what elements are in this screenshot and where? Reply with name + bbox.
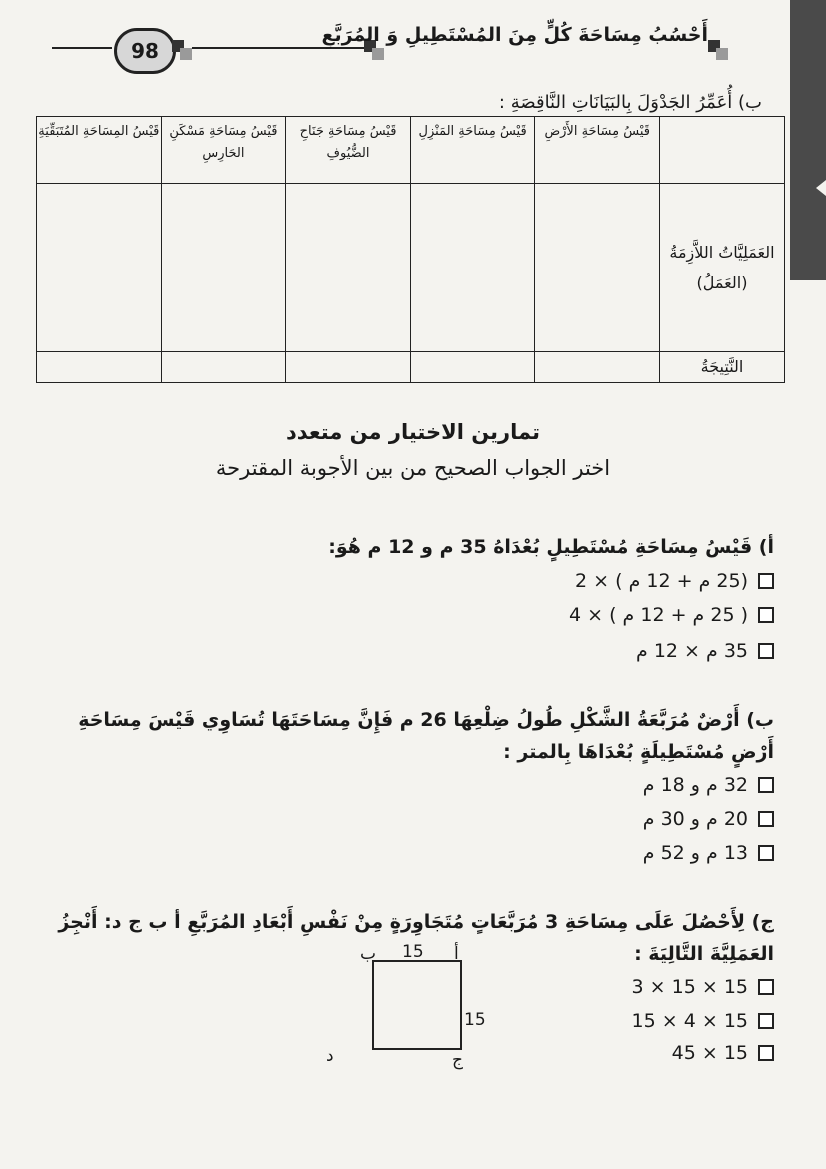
table-cell-input[interactable] [410, 184, 535, 352]
mcq-title: تمارين الاختيار من متعدد [286, 420, 540, 444]
table-cell-input[interactable] [37, 352, 162, 383]
row-label-result: النَّتِيجَةُ [660, 352, 785, 383]
square-figure [372, 960, 462, 1050]
option-b-1[interactable] [643, 774, 774, 796]
checkbox[interactable] [758, 1045, 774, 1061]
table-corner-cell [660, 117, 785, 184]
column-header: قَيْسُ مِسَاحَةِ المَنْزِلِ [410, 117, 535, 184]
option-a-1[interactable] [575, 570, 774, 592]
header-rule-left [52, 47, 112, 49]
checkbox[interactable] [758, 607, 774, 623]
option-label: 15 × 45 [671, 1042, 748, 1064]
option-label: 15 × 4 × 15 [631, 1010, 748, 1032]
vertex-label-d: د [326, 1046, 334, 1066]
option-label: 13 م و 52 م [642, 842, 748, 864]
option-a-3[interactable] [636, 640, 774, 662]
header-rule-middle [192, 47, 370, 49]
checkbox[interactable] [758, 777, 774, 793]
table-cell-input[interactable] [535, 184, 660, 352]
checkbox[interactable] [758, 1013, 774, 1029]
option-label: (25 م + 12 م ) × 2 [575, 570, 748, 592]
option-c-3[interactable] [672, 1042, 774, 1064]
table-header-row [37, 117, 785, 184]
page-edge-notch [816, 180, 826, 196]
column-header: قَيْسُ مِسَاحَةِ الأَرْضِ [535, 117, 660, 184]
vertex-label-b: ب [360, 944, 377, 964]
question-c: ج) لِأَحْصُلَ عَلَى مِسَاحَةِ 3 مُرَبَّعَاتٍ مُتَجَاوِرَةٍ مِنْ نَفْسِ أَبْعَادِ المُرَبَّعِ أ ب ج د: أَنْجِزُ العَمَلِيَّةَ التَّالِيَةَ : [58, 911, 774, 965]
option-a-2[interactable] [569, 604, 774, 626]
vertex-label-a: أ [454, 944, 459, 964]
side-length-right: 15 [464, 1010, 486, 1030]
option-label: 20 م و 30 م [642, 808, 748, 830]
checkbox[interactable] [758, 845, 774, 861]
table-row-operations [37, 184, 785, 352]
decor-square-icon [372, 48, 384, 60]
table-cell-input[interactable] [161, 184, 286, 352]
column-header: قَيْسُ مِسَاحَةِ مَسْكَنِ الحَارِسِ [161, 117, 286, 184]
column-header: قَيْسُ المِسَاحَةِ المُتَبَقِّيَةِ [37, 117, 162, 184]
vertex-label-c: ج [452, 1050, 463, 1070]
option-label: 15 × 15 × 3 [631, 976, 748, 998]
section-b-title: ب) أُعَمِّرُ الجَدْوَلَ بِالبَيَانَاتِ النَّاقِصَةِ : [498, 92, 762, 113]
table-cell-input[interactable] [535, 352, 660, 383]
table-cell-input[interactable] [410, 352, 535, 383]
question-a: أ) قَيْسُ مِسَاحَةِ مُسْتَطِيلٍ بُعْدَاهُ 35 م و 12 م هُوَ: [328, 536, 774, 558]
table-cell-input[interactable] [37, 184, 162, 352]
option-c-1[interactable] [632, 976, 774, 998]
checkbox[interactable] [758, 573, 774, 589]
table-cell-input[interactable] [161, 352, 286, 383]
option-b-3[interactable] [643, 842, 774, 864]
option-label: 32 م و 18 م [642, 774, 748, 796]
row-label-operations: العَمَلِيَّاتُ اللاَّزِمَةُ (العَمَلُ) [660, 184, 785, 352]
checkbox[interactable] [758, 643, 774, 659]
mcq-instruction: اختر الجواب الصحيح من بين الأجوبة المقترحة [215, 456, 611, 480]
option-c-2[interactable] [632, 1010, 774, 1032]
decor-square-icon [716, 48, 728, 60]
column-header: قَيْسُ مِسَاحَةِ جَنَاحِ الضُّيُوفِ [286, 117, 411, 184]
page-header [0, 0, 826, 90]
decor-square-icon [180, 48, 192, 60]
page-number: 98 [114, 28, 176, 74]
question-b: ب) أَرْضٌ مُرَبَّعَةُ الشَّكْلِ طُولُ ضِلْعِهَا 26 م فَإِنَّ مِسَاحَتَهَا تُسَاوِي قَيْسَ مِسَاحَةِ أَرْضٍ مُسْتَطِيلَةٍ بُعْدَاهَا بِالمتر : [78, 709, 774, 763]
option-b-2[interactable] [643, 808, 774, 830]
page-title: أَحْسُبُ مِسَاحَةَ كُلٍّ مِنَ المُسْتَطِيلِ وَ المُرَبَّعِ [321, 24, 708, 46]
area-table [36, 116, 785, 383]
option-label: ( 25 م + 12 م ) × 4 [569, 604, 748, 626]
checkbox[interactable] [758, 811, 774, 827]
option-label: 35 م × 12 م [636, 640, 748, 662]
table-row-result [37, 352, 785, 383]
table-cell-input[interactable] [286, 352, 411, 383]
checkbox[interactable] [758, 979, 774, 995]
table-cell-input[interactable] [286, 184, 411, 352]
side-length-top: 15 [402, 942, 424, 962]
